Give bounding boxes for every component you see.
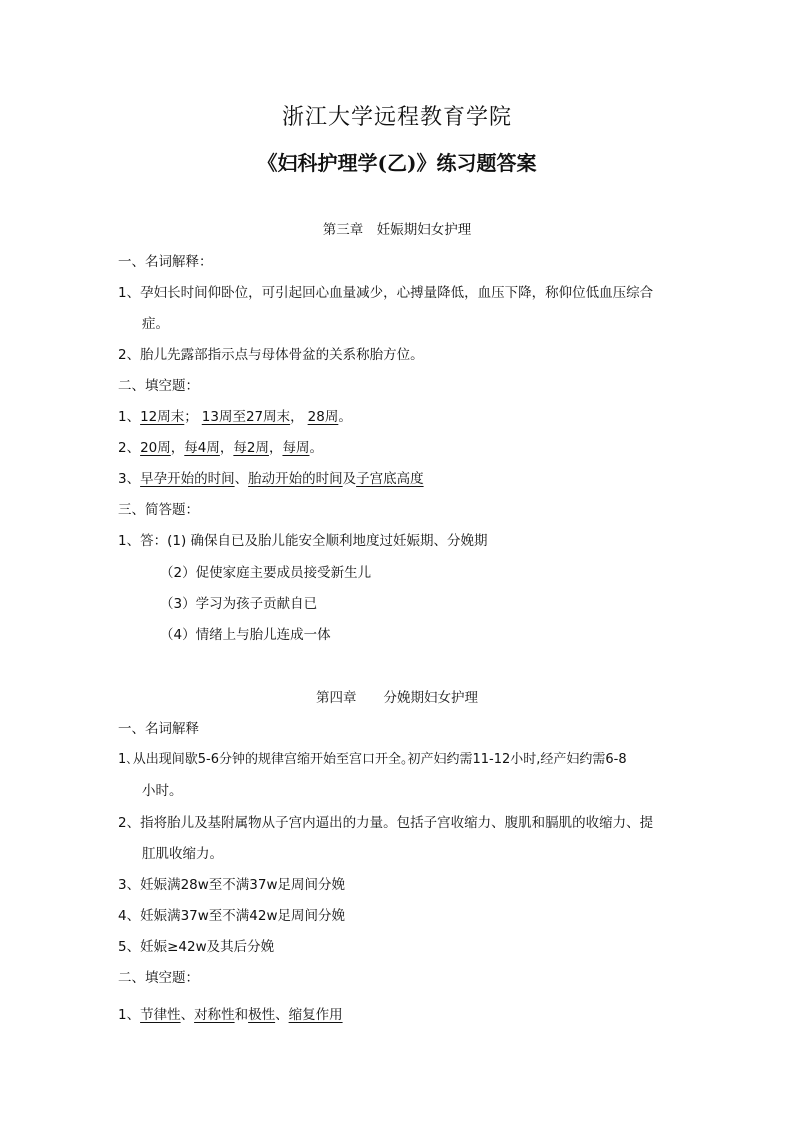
answer-blank: 子宫底高度 <box>356 471 424 487</box>
answer-blank: 每周 <box>282 440 310 456</box>
document-subtitle: 《妇科护理学(乙)》练习题答案 <box>257 151 537 175</box>
separator: ； <box>184 409 198 425</box>
answer-blank: 节律性 <box>140 1007 181 1023</box>
answer-blank: 每2周 <box>233 440 269 456</box>
separator: 及 <box>342 471 357 487</box>
ch3-definition-1-cont: 症。 <box>142 316 169 332</box>
separator: ， <box>268 440 283 456</box>
ch4-definition-4: 4、妊娠满37w至不满42w足周间分娩 <box>118 908 346 924</box>
ch3-answer-2: （2）促使家庭主要成员接受新生儿 <box>160 565 372 581</box>
ch3-definition-1: 1、孕妇长时间仰卧位，可引起回心血量减少，心搏量降低，血压下降，称仰位低血压综合 <box>118 285 654 301</box>
ch3-answer-4: （4）情绪上与胎儿连成一体 <box>160 627 331 643</box>
separator: 、 <box>180 1007 195 1023</box>
separator: 。 <box>338 409 352 425</box>
ch4-definition-2: 2、指将胎儿及基附属物从子宫内逼出的力量。包括子宫收缩力、腹肌和膈肌的收缩力、提 <box>118 815 654 831</box>
fill-number: 3、 <box>118 471 141 487</box>
ch3-section-definitions: 一、名词解释： <box>118 254 213 270</box>
ch3-fill-1 <box>118 405 352 425</box>
answer-blank: 12周末 <box>140 409 185 425</box>
ch4-fill-1 <box>118 1003 343 1023</box>
answer-blank: 每4周 <box>184 440 220 456</box>
ch4-definition-5: 5、妊娠≥42w及其后分娩 <box>118 939 275 955</box>
fill-number: 1、 <box>118 1007 141 1023</box>
separator: ， <box>290 409 304 425</box>
separator: 、 <box>275 1007 289 1023</box>
ch4-section-fill: 二、填空题： <box>118 970 199 986</box>
separator: 和 <box>234 1007 249 1023</box>
separator: ， <box>170 440 185 456</box>
answer-blank: 对称性 <box>194 1007 235 1023</box>
answer-blank: 28周 <box>307 409 339 425</box>
separator: 。 <box>309 440 323 456</box>
answer-blank: 早孕开始的时间 <box>140 471 235 487</box>
chapter-4-title: 第四章 分娩期妇女护理 <box>316 690 478 706</box>
fill-number: 1、 <box>118 409 141 425</box>
separator: 、 <box>234 471 249 487</box>
chapter-3-title: 第三章 妊娠期妇女护理 <box>322 222 472 238</box>
ch3-answer-3: （3）学习为孩子贡献自已 <box>160 596 318 612</box>
ch3-fill-2 <box>118 436 323 456</box>
ch3-section-short-answer: 三、简答题： <box>118 502 199 518</box>
ch3-fill-3 <box>118 467 424 487</box>
document-title: 浙江大学远程教育学院 <box>281 105 512 130</box>
ch4-definition-2-cont: 肛肌收缩力。 <box>142 846 223 862</box>
separator: ， <box>219 440 234 456</box>
ch3-answer-1: 1、答：(1) 确保自已及胎儿能安全顺利地度过妊娠期、分娩期 <box>118 533 488 549</box>
ch4-definition-1-cont: 小时｡ <box>142 783 176 799</box>
ch4-section-definitions: 一、名词解释 <box>118 721 199 737</box>
answer-blank: 缩复作用 <box>288 1007 343 1023</box>
ch4-definition-3: 3、妊娠满28w至不满37w足周间分娩 <box>118 877 346 893</box>
ch3-definition-2: 2、胎儿先露部指示点与母体骨盆的关系称胎方位。 <box>118 347 424 363</box>
ch4-definition-1: 1､从出现间歇5-6分钟的规律宫缩开始至宫口开全｡初产妇约需11-12小时,经产妇约需6-8 <box>118 752 627 767</box>
answer-blank: 20周 <box>140 440 171 456</box>
answer-blank: 13周至27周末 <box>201 409 291 425</box>
fill-number: 2、 <box>118 440 141 456</box>
ch3-section-fill: 二、填空题： <box>118 378 199 394</box>
answer-blank: 胎动开始的时间 <box>248 471 343 487</box>
answer-blank: 极性 <box>248 1007 276 1023</box>
